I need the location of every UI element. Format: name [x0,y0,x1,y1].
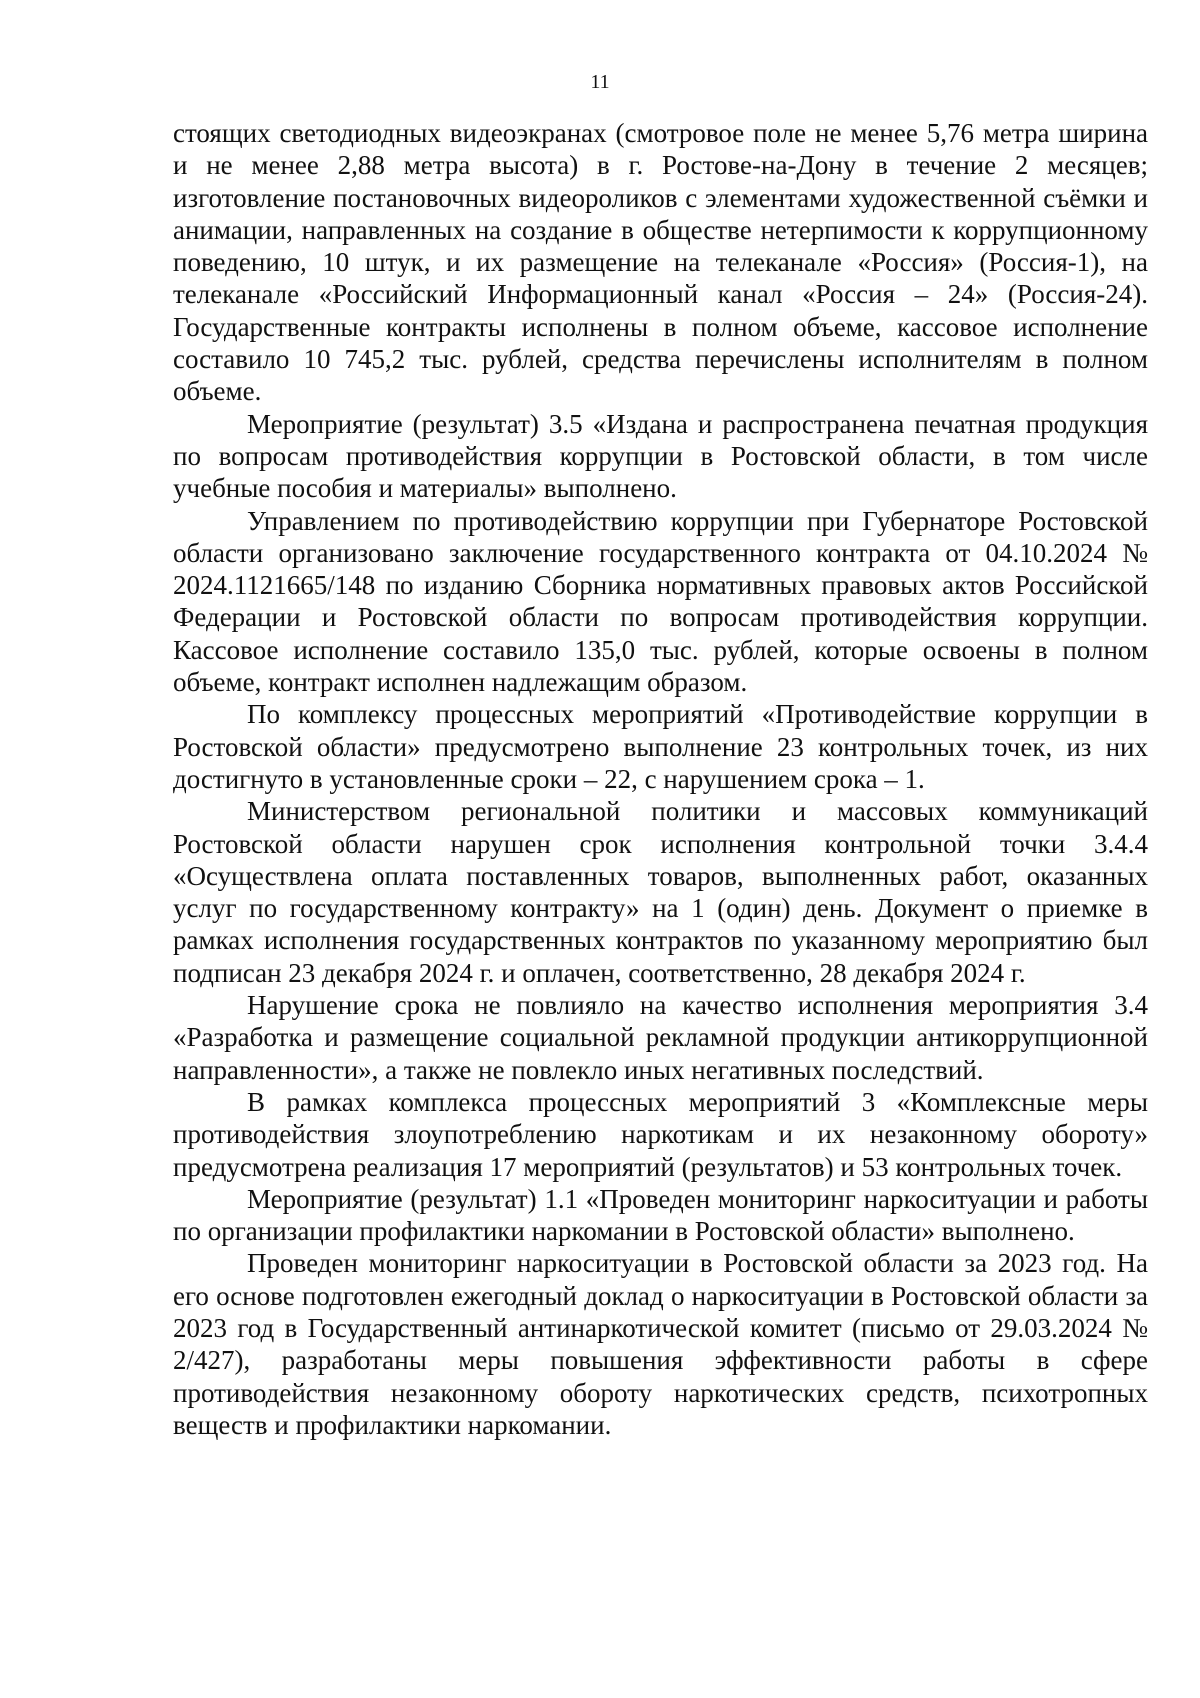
paragraph: Мероприятие (результат) 3.5 «Издана и распространена печатная продукция по вопросам противодействия коррупции в Ростовской области, в том числе учебные пособия и материалы» выполнено. [173,408,1148,504]
paragraph: Министерством региональной политики и массовых коммуникаций Ростовской области нарушен срок исполнения контрольной точки 3.4.4 «Осуществлена оплата поставленных товаров, выполненных работ, оказанных услуг по государственному контракту» на 1 (один) день. Документ о приемке в рамках исполнения государственных контрактов по указанному мероприятию был подписан 23 декабря 2024 г. и оплачен, соответственно, 28 декабря 2024 г. [173,796,1148,988]
paragraph: Мероприятие (результат) 1.1 «Проведен мониторинг наркоситуации и работы по организации профилактики наркомании в Ростовской области» выполнено. [173,1183,1148,1247]
paragraph: Управлением по противодействию коррупции при Губернаторе Ростовской области организовано заключение государственного контракта от 04.10.2024 № 2024.1121665/148 по изданию Сборника нормативных правовых актов Российской Федерации и Ростовской области по вопросам противодействия коррупции. Кассовое исполнение составило 135,0 тыс. рублей, которые освоены в полном объеме, контракт исполнен надлежащим образом. [173,505,1148,698]
paragraph-continuation: стоящих светодиодных видеоэкранах (смотровое поле не менее 5,76 метра ширина и не менее 2,88 метра высота) в г. Ростове-на-Дону в течение 2 месяцев; изготовление постановочных видеороликов с элементами художественной съёмки и анимации, направленных на создание в обществе нетерпимости к коррупционному поведению, 10 штук, и их размещение на телеканале «Россия» (Россия-1), на телеканале «Российский Информационный канал «Россия – 24» (Россия-24). Государственные контракты исполнены в полном объеме, кассовое исполнение составило 10 745,2 тыс. рублей, средства перечислены исполнителям в полном объеме. [173,118,1148,407]
paragraph: В рамках комплекса процессных мероприятий 3 «Комплексные меры противодействия злоупотреблению наркотикам и их незаконному обороту» предусмотрена реализация 17 мероприятий (результатов) и 53 контрольных точек. [173,1086,1148,1182]
paragraph: Нарушение срока не повлияло на качество исполнения мероприятия 3.4 «Разработка и размещение социальной рекламной продукции антикоррупционной направленности», а также не повлекло иных негативных последствий. [173,990,1148,1085]
paragraph: Проведен мониторинг наркоситуации в Ростовской области за 2023 год. На его основе подготовлен ежегодный доклад о наркоситуации в Ростовской области за 2023 год в Государственный антинаркотической комитет (письмо от 29.03.2024 № 2/427), разработаны меры повышения эффективности работы в сфере противодействия незаконному обороту наркотических средств, психотропных веществ и профилактики наркомании. [173,1248,1148,1440]
page-number: 11 [590,71,610,93]
paragraph: По комплексу процессных мероприятий «Противодействие коррупции в Ростовской области» предусмотрено выполнение 23 контрольных точек, из них достигнуто в установленные сроки – 22, с нарушением срока – 1. [173,699,1148,794]
document-body [173,117,1148,1441]
